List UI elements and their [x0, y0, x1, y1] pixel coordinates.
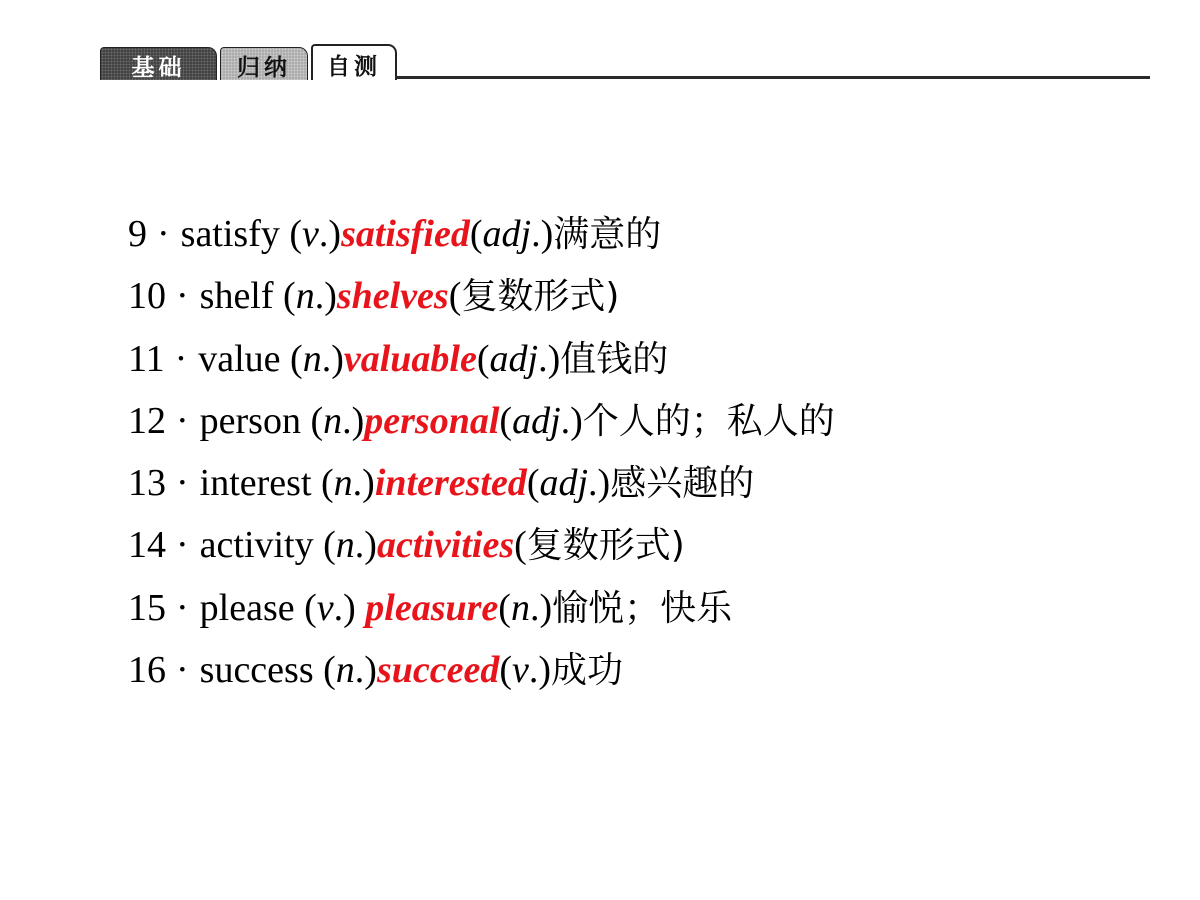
tail-open: ( — [526, 462, 540, 505]
list-item — [128, 270, 835, 332]
item-separator: · — [176, 462, 189, 505]
pos-open: ( — [313, 524, 336, 567]
pos-close: .) — [314, 275, 337, 318]
item-separator: · — [174, 337, 188, 380]
answer-word: satisfied — [341, 213, 470, 255]
answer-word: personal — [364, 399, 500, 442]
part-of-speech: v — [302, 213, 319, 255]
part-of-speech: n — [295, 275, 315, 318]
chinese-meaning: 值钱的 — [560, 338, 669, 380]
pos-close: .) — [354, 524, 377, 567]
answer-word: activities — [376, 524, 515, 567]
tail-close: .) — [528, 649, 552, 692]
item-number: 14 — [128, 524, 166, 567]
chinese-meaning: 个人的；私人的 — [582, 400, 835, 442]
pos-open: ( — [313, 649, 336, 692]
tail-part-of-speech: v — [511, 649, 529, 692]
answer-word: shelves — [336, 275, 449, 318]
item-separator: · — [176, 649, 189, 692]
tail-open: ( — [514, 524, 527, 567]
base-word: person — [199, 399, 301, 442]
tail-part-of-speech: adj — [482, 213, 532, 255]
section-tabs — [100, 44, 400, 80]
tail-close: .) — [531, 213, 554, 255]
part-of-speech: n — [302, 337, 322, 380]
pos-close: .) — [354, 649, 377, 692]
base-word: success — [199, 649, 314, 692]
tail-close: .) — [529, 586, 553, 629]
section-tab-bar — [100, 44, 1150, 80]
answer-word: interested — [374, 462, 527, 505]
base-word: value — [198, 337, 281, 380]
list-item — [128, 519, 835, 581]
tail-open: ( — [469, 213, 483, 255]
part-of-speech: n — [333, 462, 353, 505]
item-number: 16 — [128, 649, 166, 692]
item-number: 13 — [128, 462, 166, 505]
list-item — [128, 582, 835, 644]
base-word: satisfy — [180, 213, 280, 255]
pos-close: .) — [318, 213, 342, 255]
pos-close: .) — [352, 462, 375, 505]
item-separator: · — [176, 399, 189, 442]
part-of-speech: v — [316, 586, 334, 629]
pos-open: ( — [300, 399, 324, 442]
list-item — [128, 208, 835, 270]
tail-close: .) — [538, 337, 561, 380]
header-rule — [395, 76, 1150, 79]
tail-part-of-speech: adj — [489, 337, 539, 380]
item-number: 15 — [128, 586, 166, 629]
tail-open: ( — [499, 399, 513, 442]
pos-close: .) — [333, 586, 366, 629]
item-separator: · — [176, 586, 189, 629]
pos-open: ( — [294, 586, 317, 629]
item-number: 11 — [128, 337, 165, 380]
base-word: please — [199, 586, 295, 629]
list-item — [128, 644, 835, 706]
answer-word: valuable — [343, 337, 477, 380]
tab-self-test: 自测 — [311, 44, 397, 80]
tab-basics: 基础 — [100, 47, 217, 80]
pos-close: .) — [342, 399, 365, 442]
item-number: 10 — [128, 275, 166, 318]
item-separator: · — [176, 524, 189, 567]
tab-summary: 归纳 — [220, 47, 308, 80]
tail-open: ( — [498, 586, 511, 629]
pos-open: ( — [280, 337, 303, 380]
answer-word: succeed — [376, 649, 500, 692]
tail-part-of-speech: adj — [512, 399, 561, 442]
tail-part-of-speech: adj — [539, 462, 589, 505]
chinese-meaning: 满意的 — [553, 214, 662, 255]
pos-close: .) — [321, 337, 344, 380]
chinese-meaning: 复数形式) — [461, 276, 620, 318]
tail-part-of-speech: n — [510, 586, 530, 629]
pos-open: ( — [279, 213, 303, 255]
part-of-speech: n — [335, 649, 355, 692]
tail-open: ( — [476, 337, 490, 380]
word-form-list — [128, 208, 835, 706]
part-of-speech: n — [335, 524, 355, 567]
tail-close: .) — [560, 399, 583, 442]
chinese-meaning: 成功 — [551, 650, 624, 692]
item-number: 12 — [128, 399, 166, 442]
base-word: interest — [199, 462, 312, 505]
chinese-meaning: 愉悦；快乐 — [552, 587, 733, 629]
item-number: 9 — [128, 213, 147, 255]
part-of-speech: n — [323, 399, 343, 442]
tail-close: .) — [588, 462, 611, 505]
base-word: activity — [199, 524, 314, 567]
item-separator: · — [176, 275, 189, 318]
list-item — [128, 457, 835, 519]
item-separator: · — [157, 213, 170, 255]
base-word: shelf — [199, 275, 274, 318]
chinese-meaning: 感兴趣的 — [610, 463, 755, 505]
answer-word: pleasure — [365, 586, 499, 629]
tail-open: ( — [448, 275, 462, 318]
list-item — [128, 333, 835, 395]
chinese-meaning: 复数形式) — [526, 525, 685, 567]
pos-open: ( — [311, 462, 334, 505]
pos-open: ( — [273, 275, 296, 318]
list-item — [128, 395, 835, 457]
tail-open: ( — [499, 649, 512, 692]
